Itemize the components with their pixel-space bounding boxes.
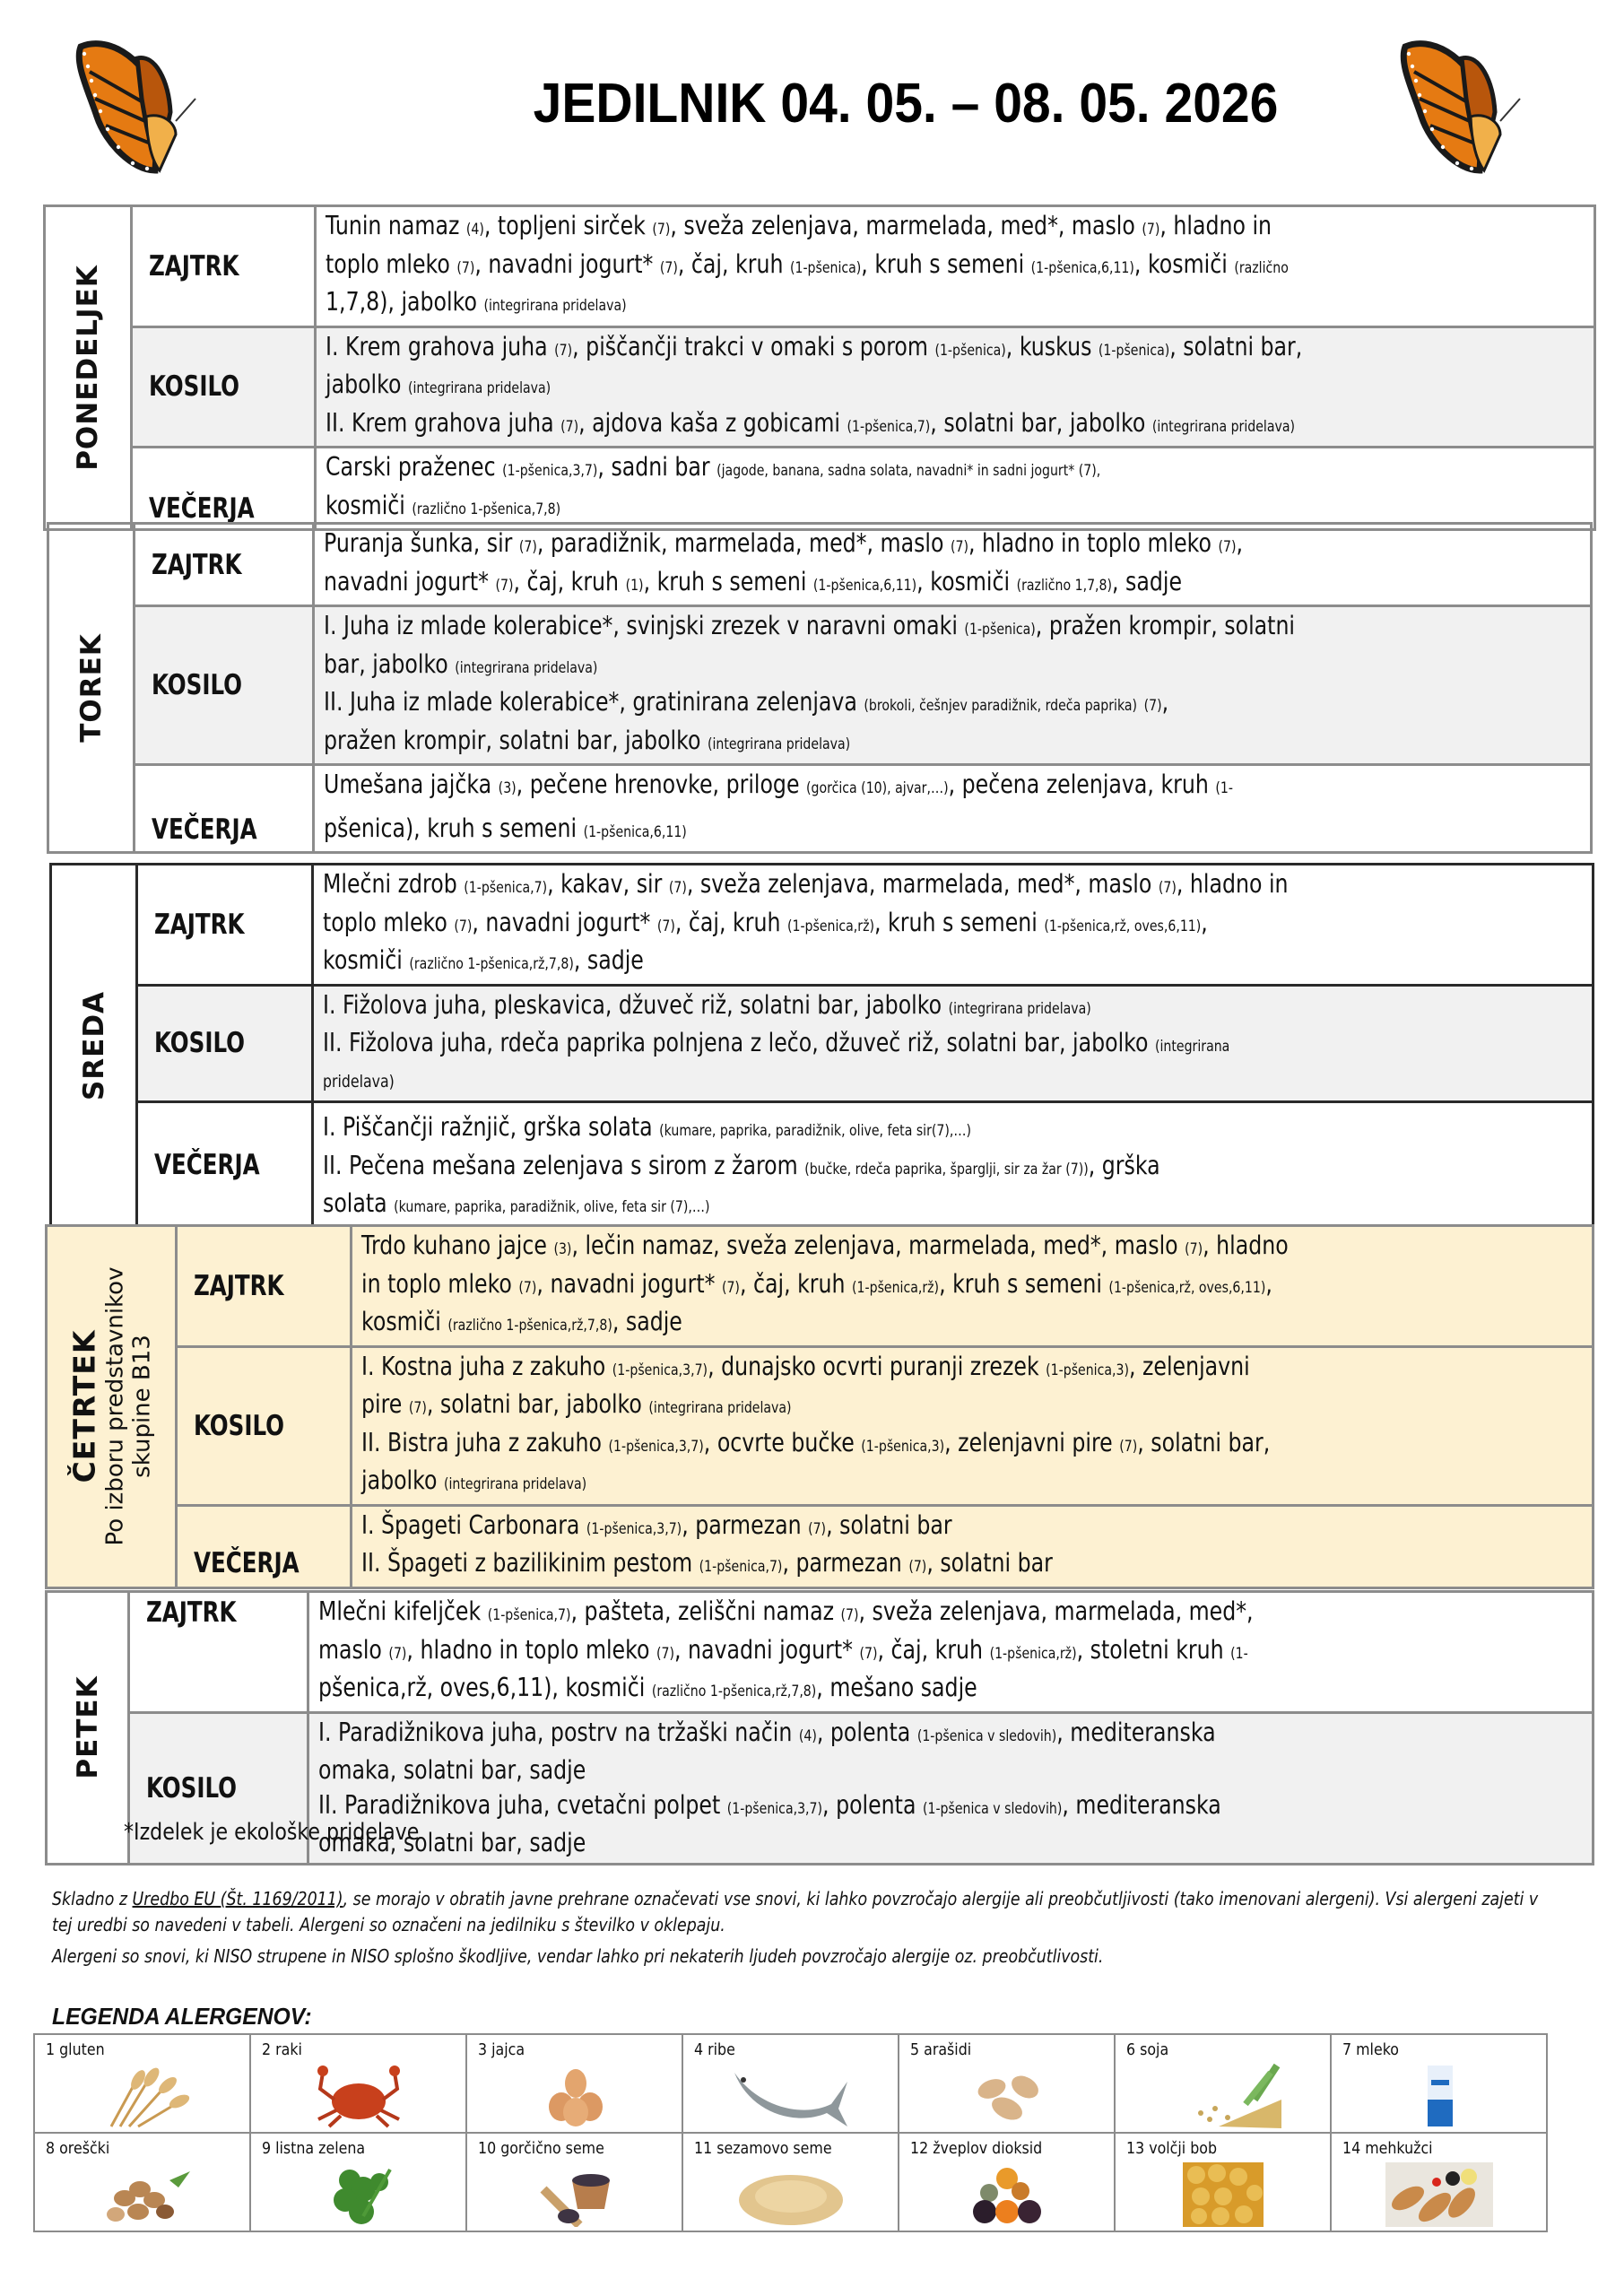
molluscs-icon <box>1381 2162 1498 2227</box>
legend-item: 2 raki <box>250 2034 466 2133</box>
meal-label: KOSILO <box>129 1712 308 1864</box>
meal-content: Mlečni zdrob (1-pšenica,7), kakav, sir (7), sveža zelenjava, marmelada, med*, maslo (7), hladno in toplo mleko (7), navadni jogurt* (7), čaj, kruh (1-pšenica,rž), kruh s semeni (1-pšenica,rž, oves,6,11), kosmiči (različno 1-pšenica,rž,7,8), sadje <box>313 865 1594 986</box>
meal-label: ZAJTRK <box>135 524 314 606</box>
allergen-legend <box>33 2033 1548 2232</box>
meal-content: Tunin namaz (4), topljeni sirček (7), sveža zelenjava, marmelada, med*, maslo (7), hladno in toplo mleko (7), navadni jogurt* (7), čaj, kruh (1-pšenica), kruh s semeni (1-pšenica,6,11), kosmiči (različno 1,7,8), jabolko (integrirana pridelava) <box>316 206 1595 327</box>
mustard-seed-icon <box>517 2162 633 2227</box>
meal-content: I. Špageti Carbonara (1-pšenica,3,7), parmezan (7), solatni bar II. Špageti z bazilikinim pestom (1-pšenica,7), parmezan (7), solatni bar <box>352 1505 1594 1587</box>
butterfly-icon <box>70 36 204 179</box>
day-name: PETEK <box>71 1675 104 1779</box>
meal-content: Trdo kuhano jajce (3), lečin namaz, sveža zelenjava, marmelada, med*, maslo (7), hladno in toplo mleko (7), navadni jogurt* (7), čaj, kruh (1-pšenica,rž), kruh s semeni (1-pšenica,rž, oves,6,11), kosmiči (različno 1-pšenica,rž,7,8), sadje <box>352 1226 1594 1347</box>
day-label-cell <box>48 524 135 853</box>
dried-fruit-icon <box>949 2162 1065 2227</box>
meal-label: VEČERJA <box>135 765 314 853</box>
peanuts-icon <box>949 2064 1065 2128</box>
meal-label: KOSILO <box>132 326 316 448</box>
meal-content: I. Paradižnikova juha, postrv na tržaški način (4), polenta (1-pšenica v sledovih), mediteranska omaka, solatni bar, sadje II. Paradižnikova juha, cvetačni polpet (1-pšenica,3,7), polenta (1-pšenica v sledovih), mediteranska omaka, solatni bar, sadje <box>308 1712 1594 1864</box>
legend-item: 14 mehkužci <box>1331 2133 1547 2231</box>
meal-label: ZAJTRK <box>132 206 316 327</box>
legend-item: 10 gorčično seme <box>466 2133 682 2231</box>
celery-icon <box>300 2162 417 2227</box>
meal-content: I. Juha iz mlade kolerabice*, svinjski zrezek v naravni omaki (1-pšenica), pražen krompir, solatni bar, jabolko (integrirana pridelava) II. Juha iz mlade kolerabice*, gratinirana zelenjava (brokoli, češnjev paradižnik, rdeča paprika) (7), pražen krompir, solatni bar, jabolko (integrirana pridelava) <box>314 606 1592 765</box>
meal-content: I. Krem grahova juha (7), piščančji trakci v omaki s porom (1-pšenica), kuskus (1-pšenica), solatni bar, jabolko (integrirana pridelava) II. Krem grahova juha (7), ajdova kaša z gobicami (1-pšenica,7), solatni bar, jabolko (integrirana pridelava) <box>316 326 1595 448</box>
regulation-link[interactable]: Uredbo EU (Št. 1169/2011) <box>132 1888 343 1909</box>
meal-label: VEČERJA <box>177 1505 352 1587</box>
day-label-cell <box>47 1592 129 1865</box>
legend-item: 5 arašidi <box>899 2034 1115 2133</box>
day-label-cell <box>47 1226 177 1588</box>
meal-content: Puranja šunka, sir (7), paradižnik, marmelada, med*, maslo (7), hladno in toplo mleko (7), navadni jogurt* (7), čaj, kruh (1), kruh s semeni (1-pšenica,6,11), kosmiči (različno 1,7,8), sadje <box>314 524 1592 606</box>
meal-label: KOSILO <box>135 606 314 765</box>
day-name: TOREK <box>74 633 108 743</box>
page-title: JEDILNIK 04. 05. – 08. 05. 2026 <box>533 73 1279 135</box>
day-subtitle: Po izboru predstavnikov <box>101 1266 129 1546</box>
legend-item: 13 volčji bob <box>1115 2133 1331 2231</box>
day-name: SREDA <box>77 991 110 1101</box>
meal-content: Mlečni kifeljček (1-pšenica,7), pašteta, zeliščni namaz (7), sveža zelenjava, marmelada, med*, maslo (7), hladno in toplo mleko (7), navadni jogurt* (7), čaj, kruh (1-pšenica,rž), stoletni kruh (1- pšenica,rž, oves,6,11), kosmiči (različno 1-pšenica,rž,7,8), mešano sadje <box>308 1592 1594 1713</box>
allergen-regulation-notice: Skladno z Uredbo EU (Št. 1169/2011), se morajo v obratih javne prehrane označevati vse snovi, ki lahko povzročajo alergije ali preobčutljivosti (tako imenovani alergeni). Vsi alergeni zajeti v tej uredbi so navedeni v tabeli. Alergeni so označeni na jedilniku s številko v oklepaju. Alergeni so snovi, ki NISO strupene in NISO splošno škodljive, vendar lahko pri nekaterih ljudeh povzročajo alergije oz. preobčutlivosti. <box>52 1888 1539 1967</box>
day-name: ČETRTEK <box>66 1329 102 1483</box>
fish-icon <box>733 2064 849 2128</box>
meal-label: ZAJTRK <box>129 1592 308 1713</box>
meal-label: ZAJTRK <box>177 1226 352 1347</box>
lupin-icon <box>1165 2162 1281 2227</box>
meal-content: Umešana jajčka (3), pečene hrenovke, priloge (gorčica (10), ajvar,…), pečena zelenjava, kruh (1- pšenica), kruh s semeni (1-pšenica,6,11) <box>314 765 1592 853</box>
legend-item: 7 mleko <box>1331 2034 1547 2133</box>
day-name: PONEDELJEK <box>72 265 104 471</box>
wheat-icon <box>84 2064 201 2128</box>
meal-label: VEČERJA <box>132 448 316 530</box>
legend-item: 12 žveplov dioksid <box>899 2133 1115 2231</box>
day-label-cell <box>51 865 137 1229</box>
milk-carton-icon <box>1381 2064 1498 2128</box>
legend-item: 6 soja <box>1115 2034 1331 2133</box>
legend-item: 8 oreščki <box>34 2133 250 2231</box>
meal-content: I. Kostna juha z zakuho (1-pšenica,3,7), dunajsko ocvrti puranji zrezek (1-pšenica,3), zelenjavni pire (7), solatni bar, jabolko (integrirana pridelava) II. Bistra juha z zakuho (1-pšenica,3,7), ocvrte bučke (1-pšenica,3), zelenjavni pire (7), solatni bar, jabolko (integrirana pridelava) <box>352 1346 1594 1505</box>
day-table-wednesday <box>49 863 1594 1230</box>
legend-item: 1 gluten <box>34 2034 250 2133</box>
eggs-icon <box>517 2064 633 2128</box>
meal-label: KOSILO <box>177 1346 352 1505</box>
day-label-cell <box>45 206 132 530</box>
legend-item: 9 listna zelena <box>250 2133 466 2231</box>
butterfly-icon <box>1394 36 1529 179</box>
day-table-tuesday <box>47 522 1593 854</box>
crab-icon <box>300 2064 417 2128</box>
legend-item: 4 ribe <box>682 2034 899 2133</box>
meal-content: Carski praženec (1-pšenica,3,7), sadni bar (jagode, banana, sadna solata, navadni* in sadni jogurt* (7), kosmiči (različno 1-pšenica,7,8) <box>316 448 1595 530</box>
legend-title: LEGENDA ALERGENOV: <box>52 2003 312 2030</box>
legend-item: 3 jajca <box>466 2034 682 2133</box>
soy-icon <box>1165 2064 1281 2128</box>
meal-content: I. Fižolova juha, pleskavica, džuveč riž, solatni bar, jabolko (integrirana pridelava) II. Fižolova juha, rdeča paprika polnjena z lečo, džuveč riž, solatni bar, jabolko (integrirana pridelava) <box>313 985 1594 1102</box>
organic-footnote: *Izdelek je ekološke pridelave <box>124 1819 420 1846</box>
meal-label: KOSILO <box>137 985 313 1102</box>
nuts-icon <box>84 2162 201 2227</box>
day-table-monday <box>43 204 1596 531</box>
meal-label: VEČERJA <box>137 1102 313 1229</box>
day-table-thursday <box>45 1224 1594 1589</box>
meal-label: ZAJTRK <box>137 865 313 986</box>
legend-item: 11 sezamovo seme <box>682 2133 899 2231</box>
day-subtitle: skupine B13 <box>128 1335 156 1479</box>
sesame-icon <box>733 2162 849 2227</box>
meal-content: I. Piščančji ražnjič, grška solata (kumare, paprika, paradižnik, olive, feta sir(7),…) II. Pečena mešana zelenjava s sirom z žarom (bučke, rdeča paprika, šparglji, sir za žar (7)), grška solata (kumare, paprika, paradižnik, olive, feta sir (7),…) <box>313 1102 1594 1229</box>
